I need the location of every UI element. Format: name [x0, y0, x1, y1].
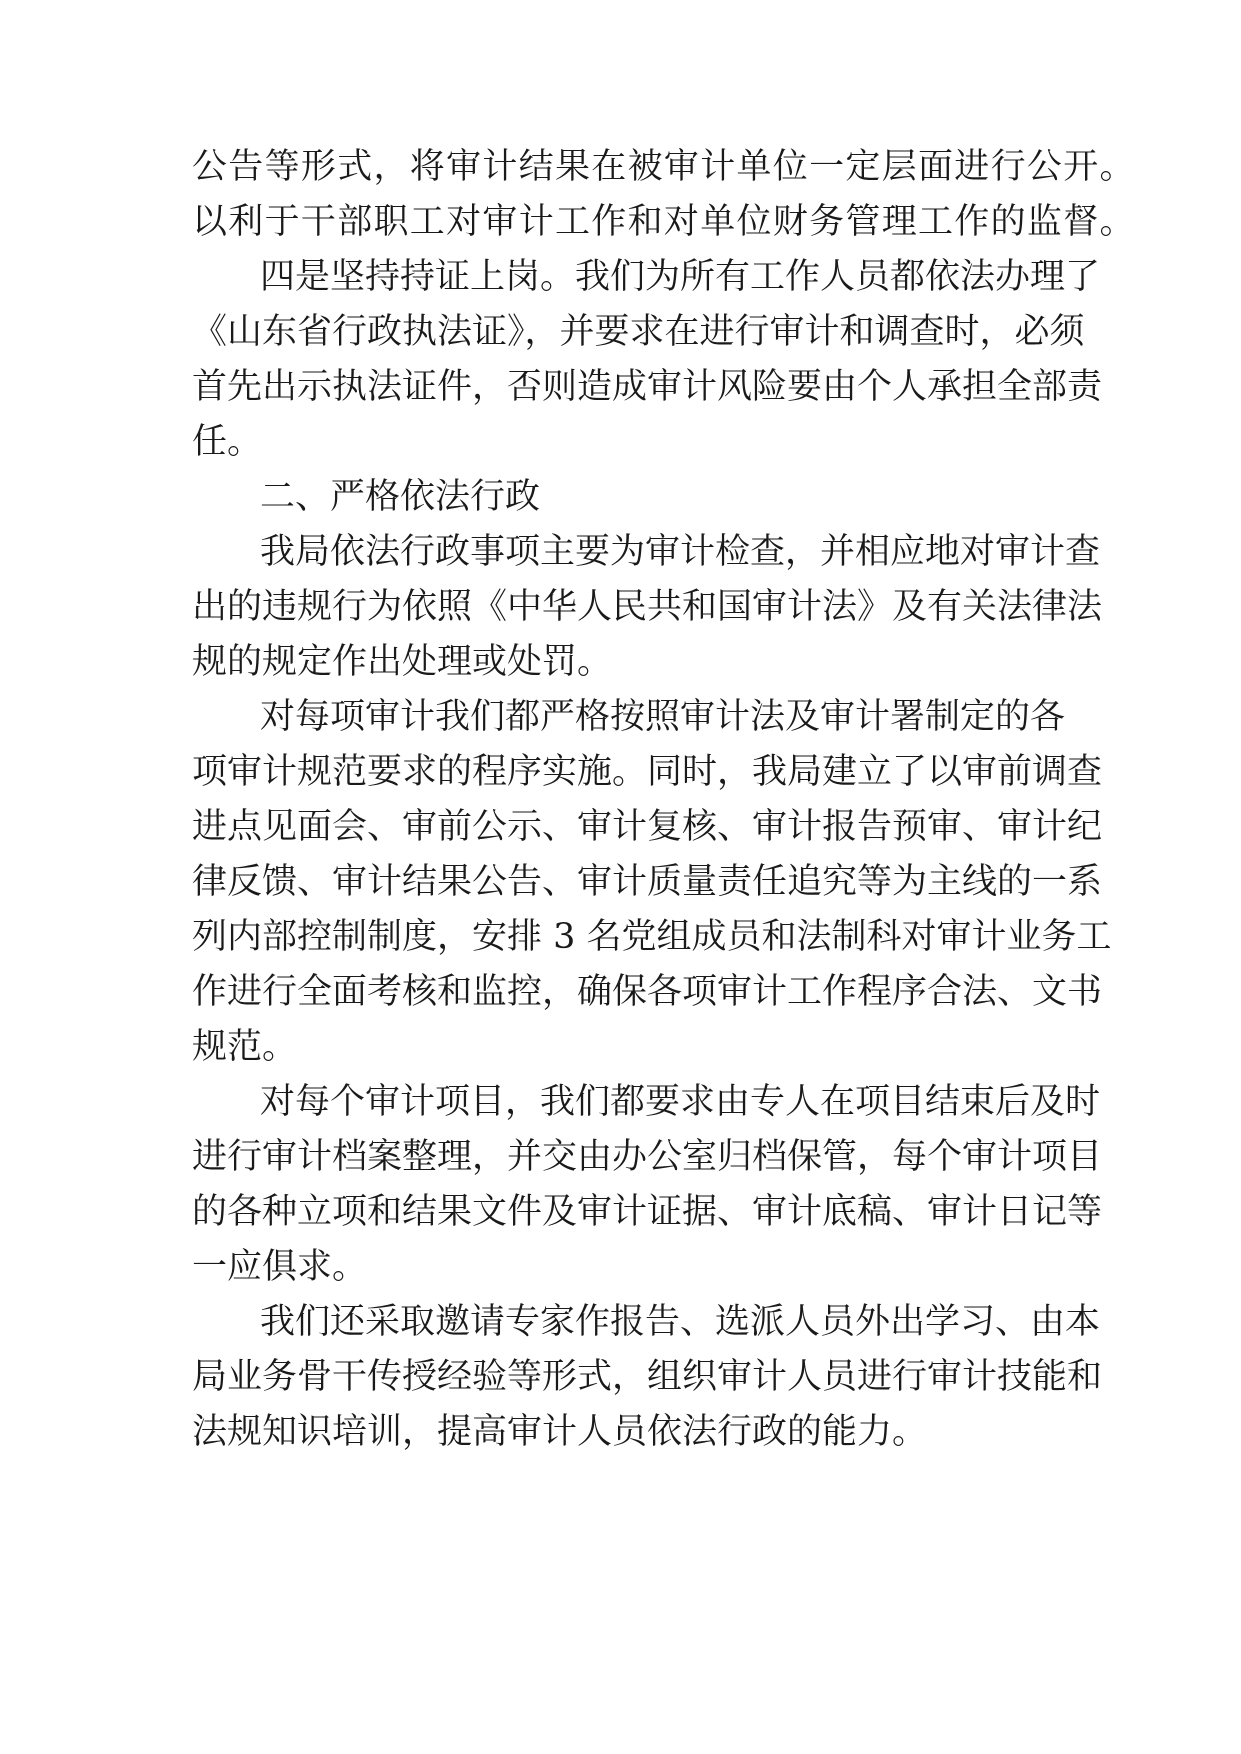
text-line-23: 局业务骨干传授经验等形式，组织审计人员进行审计技能和 [192, 1357, 1103, 1397]
text-line-24: 法规知识培训，提高审计人员依法行政的能力。 [192, 1412, 928, 1452]
text-line-5: 首先出示执法证件，否则造成审计风险要由个人承担全部责 [192, 367, 1103, 407]
text-line-17: 规范。 [192, 1027, 298, 1067]
text-line-16: 作进行全面考核和监控，确保各项审计工作程序合法、文书 [192, 972, 1103, 1012]
paragraph-start-line: 我局依法行政事项主要为审计检查，并相应地对审计查 [260, 532, 1101, 572]
paragraph-start-line: 我们还采取邀请专家作报告、选派人员外出学习、由本 [260, 1302, 1101, 1342]
text-line-13: 进点见面会、审前公示、审计复核、审计报告预审、审计纪 [192, 807, 1103, 847]
text-line-21: 一应俱求。 [192, 1247, 368, 1287]
text-line-4: 《山东省行政执法证》，并要求在进行审计和调查时，必须 [192, 312, 1085, 352]
text-line-6: 任。 [192, 422, 263, 462]
paragraph-start-line: 对每项审计我们都严格按照审计法及审计署制定的各 [260, 697, 1066, 737]
text-line-19: 进行审计档案整理，并交由办公室归档保管，每个审计项目 [192, 1137, 1103, 1177]
paragraph-start-line: 对每个审计项目，我们都要求由专人在项目结束后及时 [260, 1082, 1101, 1122]
text-line-10: 规的规定作出处理或处罚。 [192, 642, 613, 682]
text-line-2: 以利于干部职工对审计工作和对单位财务管理工作的监督。 [192, 202, 1136, 242]
text-line-9: 出的违规行为依照《中华人民共和国审计法》及有关法律法 [192, 587, 1103, 627]
paragraph-start-line: 四是坚持持证上岗。我们为所有工作人员都依法办理了 [260, 257, 1101, 297]
text-line-20: 的各种立项和结果文件及审计证据、审计底稿、审计日记等 [192, 1192, 1103, 1232]
text-line-14: 律反馈、审计结果公告、审计质量责任追究等为主线的一系 [192, 862, 1103, 902]
text-line-15: 列内部控制制度，安排 3 名党组成员和法制科对审计业务工 [192, 917, 1112, 957]
text-line-12: 项审计规范要求的程序实施。同时，我局建立了以审前调查 [192, 752, 1103, 792]
text-line-1: 公告等形式，将审计结果在被审计单位一定层面进行公开。 [192, 147, 1136, 187]
section-heading: 二、严格依法行政 [260, 477, 541, 517]
